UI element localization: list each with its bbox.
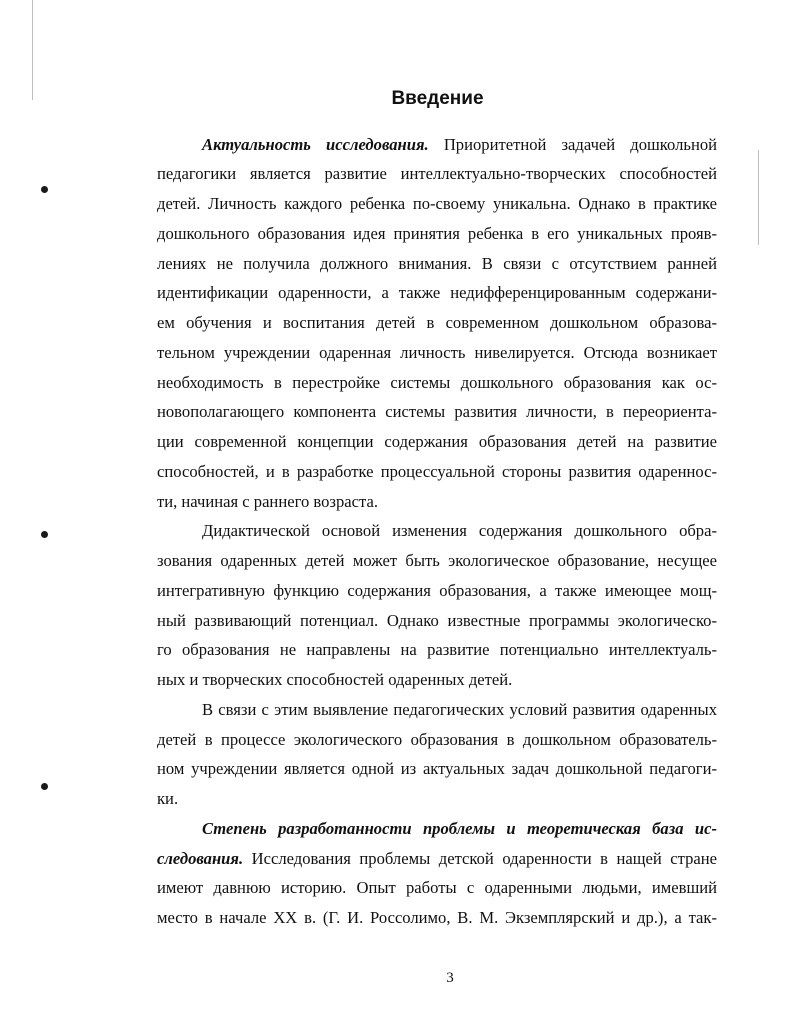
text-line: зования одаренных детей может быть экологическое образование, несущее: [157, 551, 717, 570]
page-number: 3: [446, 970, 454, 986]
line-text: Исследования проблемы детской одаренности в нащей стране: [243, 849, 717, 868]
section-lead: Степень разработанности проблемы и теоретическая база ис-: [202, 819, 717, 838]
text-line: детей. Личность каждого ребенка по-своему уникальна. Однако в практике: [157, 194, 717, 213]
text-line: ный развивающий потенциал. Однако известные программы экологическо-: [157, 611, 717, 630]
line-text: Приоритетной задачей дошкольной: [428, 135, 718, 154]
text-line: ции современной концепции содержания образования детей на развитие: [157, 432, 717, 451]
punch-hole: [41, 531, 48, 538]
text-line: [202, 819, 717, 839]
text-line: способностей, и в разработке процессуальной стороны развития одареннос-: [157, 462, 717, 481]
text-line: ем обучения и воспитания детей в современном дошкольном образова-: [157, 313, 717, 332]
text-line: детей в процессе экологического образования в дошкольном образователь-: [157, 730, 717, 749]
punch-hole: [41, 186, 48, 193]
text-line: необходимость в перестройке системы дошкольного образования как ос-: [157, 373, 717, 392]
scan-edge-mark: [32, 0, 33, 100]
punch-hole: [41, 783, 48, 790]
text-line: [202, 135, 717, 155]
section-lead: следования.: [157, 849, 244, 868]
text-line: Дидактической основой изменения содержания дошкольного обра-: [202, 521, 717, 540]
text-line: дошкольного образования идея принятия ребенка в его уникальных прояв-: [157, 224, 717, 243]
text-line: ных и творческих способностей одаренных детей.: [157, 670, 513, 689]
text-line: ки.: [157, 789, 179, 808]
text-line: имеют давнюю историю. Опыт работы с одаренными людьми, имевший: [157, 878, 717, 897]
text-line: го образования не направлены на развитие потенциально интеллектуаль-: [157, 640, 717, 659]
page-title: Введение: [391, 88, 484, 109]
text-line: лениях не получила должного внимания. В связи с отсутствием ранней: [157, 254, 717, 273]
text-line: идентификации одаренности, а также недифференцированным содержани-: [157, 283, 717, 302]
text-line: интегративную функцию содержания образования, а также имеющее мощ-: [157, 581, 717, 600]
text-line: место в начале XX в. (Г. И. Россолимо, В. М. Экземплярский и др.), а так-: [157, 908, 717, 927]
text-line: педагогики является развитие интеллектуально-творческих способностей: [157, 164, 717, 183]
text-line: ном учреждении является одной из актуальных задач дошкольной педагоги-: [157, 759, 717, 778]
text-line: В связи с этим выявление педагогических условий развития одаренных: [202, 700, 717, 719]
text-line: тельном учреждении одаренная личность нивелируется. Отсюда возникает: [157, 343, 717, 362]
text-line: новополагающего компонента системы развития личности, в переориента-: [157, 402, 717, 421]
text-line: ти, начиная с раннего возраста.: [157, 492, 378, 511]
text-line: [157, 849, 717, 869]
section-lead: Актуальность исследования.: [202, 135, 429, 154]
scan-edge-mark: [758, 150, 759, 245]
